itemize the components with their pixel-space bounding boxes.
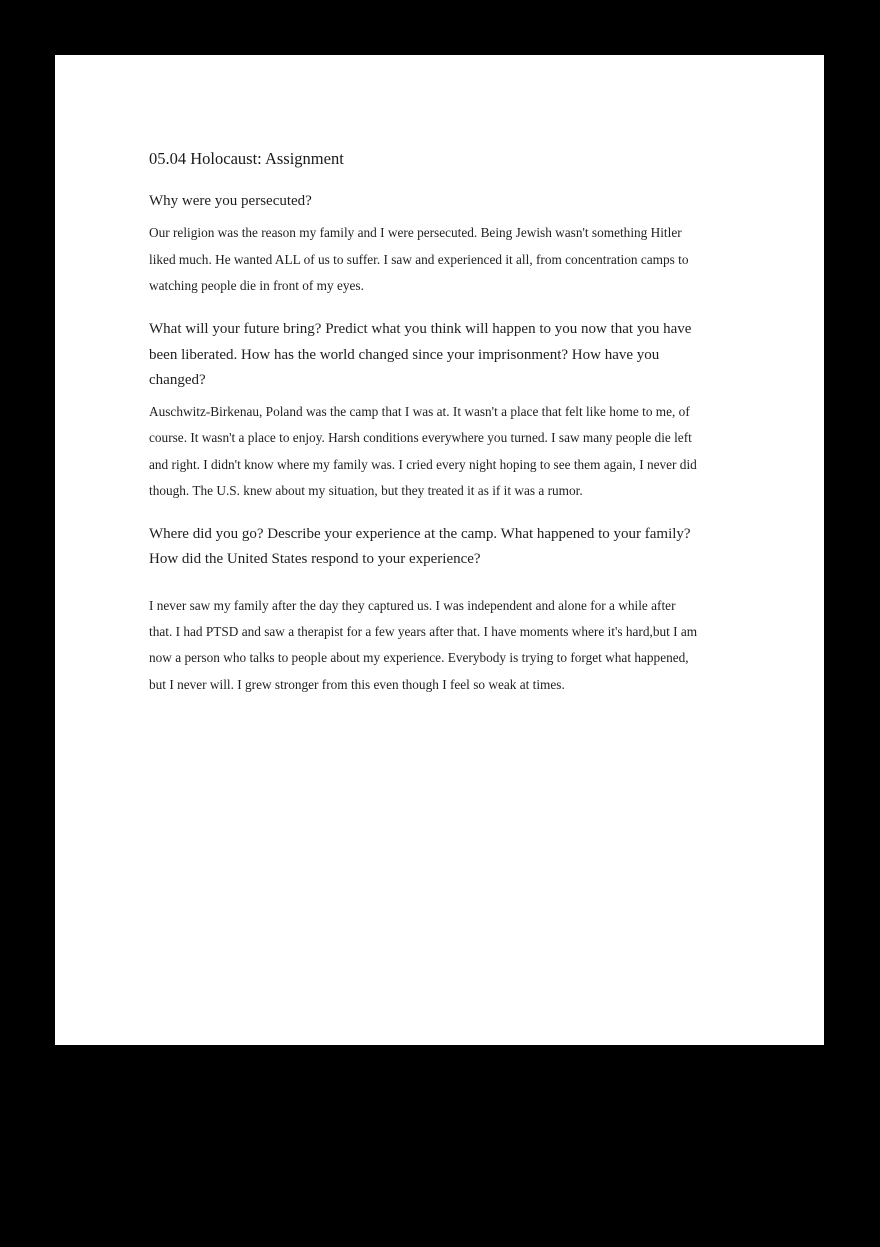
spacer	[149, 579, 699, 593]
answer-paragraph-2: Auschwitz-Birkenau, Poland was the camp that I was at. It wasn't a place that felt like home to me, of course. It wasn't a place to enjoy. Harsh conditions everywhere you turned. I saw many people die left and right. I didn't know where my family was. I cried every night hoping to see them again, I never did though. The U.S. knew about my situation, but they treated it as if it was a rumor.	[149, 403, 697, 498]
answer-paragraph-1: Our religion was the reason my family and I were persecuted. Being Jewish wasn't something Hitler liked much. He wanted ALL of us to suffer. I saw and experienced it all, from concentration camps to watching people die in front of my eyes.	[149, 225, 689, 294]
answer-paragraph-3: I never saw my family after the day they captured us. I was independent and alone for a while after that. I had PTSD and saw a therapist for a few years after that. I have moments where it's hard,but I am now a person who talks to people about my experience. Everybody is trying to forget what happened, but I never will. I grew stronger from this even though I feel so weak at times.	[149, 597, 698, 692]
spacer	[149, 299, 699, 317]
document-page	[55, 55, 824, 1045]
document-content	[149, 148, 699, 698]
page-title: 05.04 Holocaust: Assignment	[149, 149, 344, 168]
question-prompt-1: Why were you persecuted?	[149, 193, 312, 210]
spacer	[149, 504, 699, 522]
question-prompt-2: What will your future bring? Predict what you think will happen to you now that you have been liberated. How has the world changed since your imprisonment? How have you changed?	[149, 321, 692, 388]
question-prompt-3: Where did you go? Describe your experience at the camp. What happened to your family? How did the United States respond to your experience?	[149, 526, 691, 568]
